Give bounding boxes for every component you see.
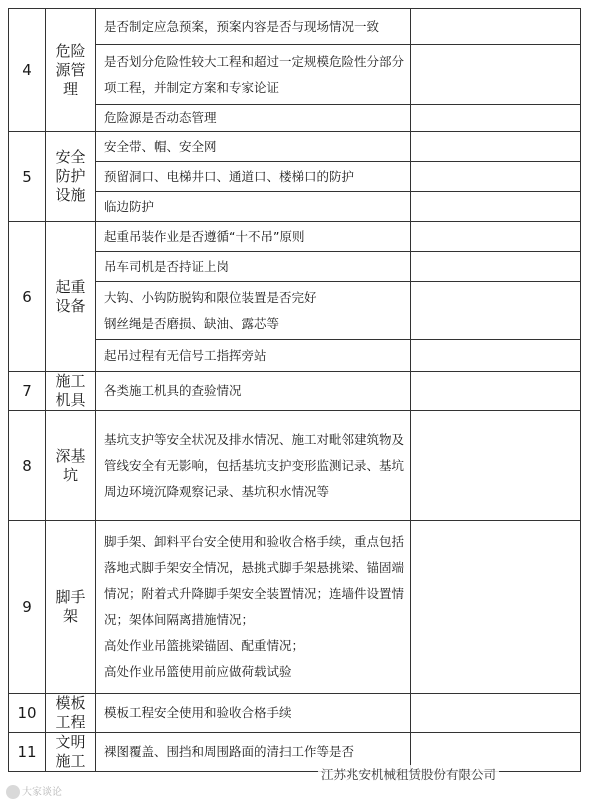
table-row [9,521,581,694]
category-label: 起重设备 [55,277,86,315]
check-item: 预留洞口、电梯井口、通道口、楼梯口的防护 [96,162,411,192]
check-item: 各类施工机具的查验情况 [96,372,411,411]
category-cell [46,132,96,222]
check-item: 安全带、帽、安全网 [96,132,411,162]
category-cell [46,9,96,132]
row-number: 5 [9,132,46,222]
result-cell [411,192,581,222]
result-cell [411,694,581,733]
watermark-right [318,765,499,783]
check-item: 危险源是否动态管理 [96,105,411,132]
category-cell [46,733,96,772]
row-number: 4 [9,9,46,132]
check-item: 裸图覆盖、围挡和周围路面的清扫工作等是否 [96,733,411,772]
category-label: 危险源管理 [55,41,86,98]
table-row [9,694,581,733]
check-item: 是否划分危险性较大工程和超过一定规模危险性分部分项工程，并制定方案和专家论证 [96,45,411,105]
result-cell [411,372,581,411]
category-cell [46,521,96,694]
check-item: 起重吊装作业是否遵循“十不吊”原则 [96,222,411,252]
result-cell [411,222,581,252]
checklist-table [8,8,581,772]
result-cell [411,105,581,132]
result-cell [411,162,581,192]
category-label: 深基坑 [55,446,86,484]
table-row [9,372,581,411]
watermark-right-text: 江苏兆安机械租赁股份有限公司 [321,767,497,782]
check-item: 临边防护 [96,192,411,222]
watermark-logo-icon [6,785,20,799]
check-item: 模板工程安全使用和验收合格手续 [96,694,411,733]
table-row [9,411,581,521]
result-cell [411,45,581,105]
category-cell [46,694,96,733]
check-item: 大钩、小钩防脱钩和限位装置是否完好 钢丝绳是否磨损、缺油、露芯等 [96,282,411,340]
result-cell [411,132,581,162]
row-number: 6 [9,222,46,372]
category-label: 模板工程 [55,694,86,731]
category-label: 脚手架 [55,588,86,625]
category-cell [46,411,96,521]
row-number: 10 [9,694,46,733]
watermark-left [6,783,62,799]
result-cell [411,282,581,340]
table-row [9,132,581,162]
result-cell [411,252,581,282]
category-cell [46,372,96,411]
category-cell [46,222,96,372]
check-item: 是否制定应急预案，预案内容是否与现场情况一致 [96,9,411,45]
row-number: 7 [9,372,46,411]
check-item: 吊车司机是否持证上岗 [96,252,411,282]
table-row [9,9,581,45]
category-label: 文明施工 [55,733,86,770]
table-row [9,222,581,252]
row-number: 11 [9,733,46,772]
inspection-checklist-sheet [8,8,580,800]
result-cell [411,9,581,45]
result-cell [411,411,581,521]
row-number: 9 [9,521,46,694]
result-cell [411,521,581,694]
watermark-left-text: 大家谈论 [22,787,62,798]
row-number: 8 [9,411,46,521]
result-cell [411,340,581,372]
check-item: 起吊过程有无信号工指挥旁站 [96,340,411,372]
category-label: 施工机具 [55,372,86,409]
category-label: 安全防护设施 [55,148,86,204]
check-item: 基坑支护等安全状况及排水情况、施工对毗邻建筑物及管线安全有无影响，包括基坑支护变形监测记录、基坑周边环境沉降观察记录、基坑积水情况等 [96,411,411,521]
check-item: 脚手架、卸料平台安全使用和验收合格手续，重点包括落地式脚手架安全情况，悬挑式脚手架悬挑梁、锚固端情况；附着式升降脚手架安全装置情况；连墙件设置情况；架体间隔离措施情况； 高处作业吊篮挑梁锚固、配重情况； 高处作业吊篮使用前应做荷载试验 [96,521,411,694]
